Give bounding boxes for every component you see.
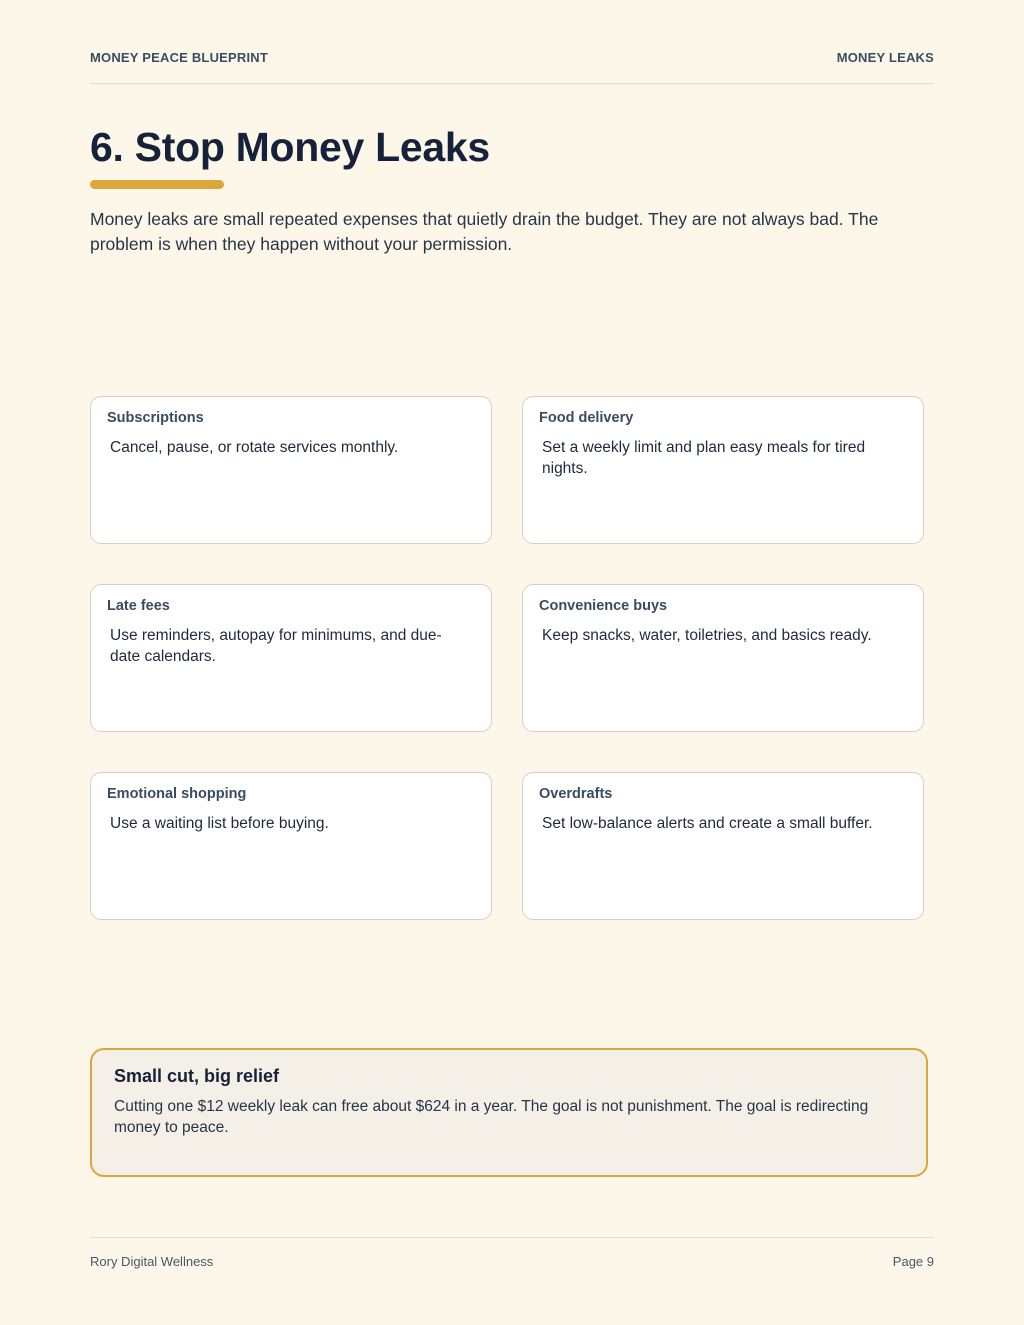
- tip-callout: [90, 1048, 928, 1177]
- leak-cards-grid: [90, 396, 924, 920]
- callout-title: Small cut, big relief: [114, 1066, 280, 1086]
- leak-card-overdrafts: [522, 772, 924, 920]
- card-title: Subscriptions: [107, 410, 204, 426]
- card-title: Emotional shopping: [107, 786, 247, 802]
- footer-publisher: Rory Digital Wellness: [90, 1254, 214, 1269]
- page-footer: [90, 1237, 934, 1269]
- card-body: Use a waiting list before buying.: [110, 815, 329, 832]
- card-body: Use reminders, autopay for minimums, and due-date calendars.: [110, 627, 442, 665]
- card-body: Keep snacks, water, toiletries, and basics ready.: [542, 627, 872, 644]
- intro-paragraph: Money leaks are small repeated expenses that quietly drain the budget. They are not always bad. The problem is when they happen without your permission.: [90, 209, 879, 254]
- page-title: 6. Stop Money Leaks: [90, 124, 490, 170]
- leak-card-food-delivery: [522, 396, 924, 544]
- card-body: Cancel, pause, or rotate services monthly.: [110, 439, 399, 456]
- card-title: Food delivery: [539, 410, 634, 426]
- leak-card-emotional-shopping: [90, 772, 492, 920]
- header-document-title: MONEY PEACE BLUEPRINT: [90, 50, 269, 65]
- card-body: Set a weekly limit and plan easy meals for tired nights.: [542, 439, 866, 477]
- leak-card-subscriptions: [90, 396, 492, 544]
- leak-card-late-fees: [90, 584, 492, 732]
- title-underline: [90, 180, 224, 189]
- card-title: Overdrafts: [539, 786, 613, 802]
- header-section-name: MONEY LEAKS: [836, 50, 934, 65]
- card-title: Late fees: [107, 598, 170, 614]
- leak-card-convenience-buys: [522, 584, 924, 732]
- page-number: Page 9: [892, 1254, 934, 1269]
- card-title: Convenience buys: [539, 598, 668, 614]
- callout-body: Cutting one $12 weekly leak can free about $624 in a year. The goal is not punishment. The goal is redirecting money to peace.: [114, 1098, 869, 1136]
- running-header: [90, 50, 934, 84]
- card-body: Set low-balance alerts and create a small buffer.: [542, 815, 873, 832]
